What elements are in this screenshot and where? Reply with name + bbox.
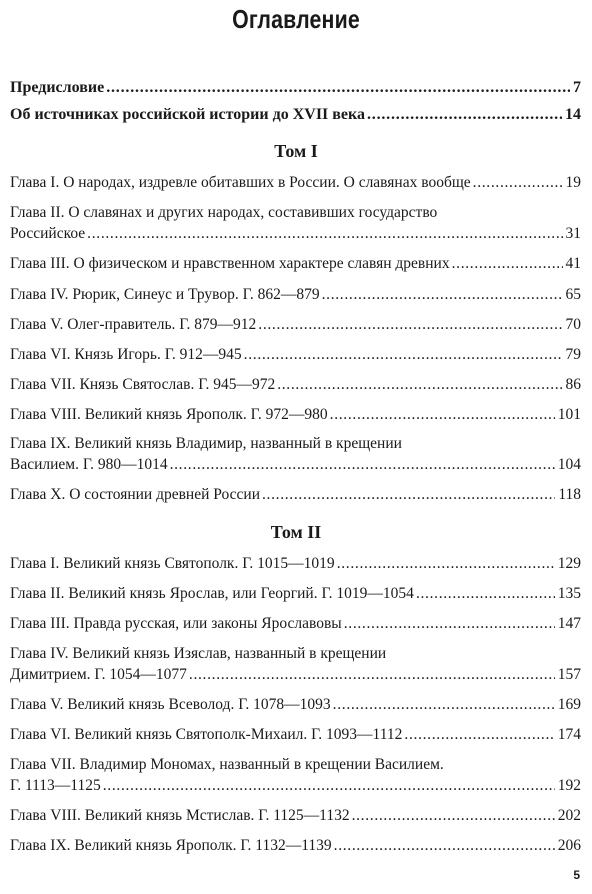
- leader-dots: [170, 454, 555, 475]
- entry-page: 174: [557, 726, 581, 743]
- leader-dots: [473, 172, 563, 193]
- toc-entry: [10, 202, 581, 244]
- leader-dots: [452, 253, 563, 274]
- volume-heading: Том II: [270, 522, 322, 542]
- toc-entry-sources: [10, 104, 581, 125]
- entry-page: 14: [565, 106, 581, 123]
- leader-dots: [277, 374, 562, 395]
- entry-page: 169: [557, 696, 581, 713]
- entry-page: 7: [573, 79, 581, 96]
- entry-page: 157: [557, 666, 581, 683]
- toc-entry: [10, 172, 581, 193]
- toc-entry: [10, 613, 581, 634]
- toc-entry: [10, 404, 581, 425]
- toc-entry: [10, 433, 581, 475]
- entry-page: 135: [557, 585, 581, 602]
- entry-title: Глава VIII. Великий князь Мстислав. Г. 1125—1132: [10, 807, 350, 824]
- toc-entry: [10, 484, 581, 505]
- entry-title: Глава VIII. Великий князь Ярополк. Г. 972—980: [10, 406, 328, 423]
- page-title: Оглавление: [232, 4, 360, 34]
- entry-page: 41: [565, 255, 581, 272]
- entry-page: 101: [557, 406, 581, 423]
- toc-entry: [10, 805, 581, 826]
- entry-page: 147: [557, 615, 581, 632]
- leader-dots: [333, 694, 555, 715]
- entry-page: 70: [565, 316, 581, 333]
- entry-title: Глава V. Олег-правитель. Г. 879—912: [10, 316, 257, 333]
- entry-page: 129: [557, 555, 581, 572]
- entry-title-line1: Глава IV. Великий князь Изяслав, названный в крещении: [10, 645, 387, 662]
- entry-page: 31: [565, 225, 581, 242]
- leader-dots: [404, 724, 554, 745]
- entry-page: 206: [557, 837, 581, 854]
- volume-heading: Том I: [274, 141, 318, 161]
- leader-dots: [334, 835, 555, 856]
- leader-dots: [87, 223, 562, 244]
- entry-page: 65: [565, 286, 581, 303]
- toc-entry: [10, 314, 581, 335]
- entry-title: Глава IX. Великий князь Ярополк. Г. 1132—1139: [10, 837, 332, 854]
- entry-title-line1: Глава IX. Великий князь Владимир, названный в крещении: [10, 435, 402, 452]
- entry-title: Василием. Г. 980—1014: [10, 456, 168, 473]
- toc-entry: [10, 724, 581, 745]
- entry-page: 86: [565, 376, 581, 393]
- leader-dots: [330, 404, 555, 425]
- leader-dots: [258, 314, 562, 335]
- entry-page: 118: [558, 486, 581, 503]
- entry-title: Глава II. Великий князь Ярослав, или Георгий. Г. 1019—1054: [10, 585, 414, 602]
- toc-entry: [10, 553, 581, 574]
- page-number: 5: [573, 868, 580, 882]
- entry-title: Глава X. О состоянии древней России: [10, 486, 260, 503]
- entry-page: 192: [557, 777, 581, 794]
- leader-dots: [244, 344, 563, 365]
- entry-title: Глава VI. Князь Игорь. Г. 912—945: [10, 346, 242, 363]
- leader-dots: [352, 805, 555, 826]
- entry-title: Российское: [10, 225, 86, 242]
- leader-dots: [416, 583, 555, 604]
- entry-page: 202: [557, 807, 581, 824]
- entry-title-line1: Глава VII. Владимир Мономах, названный в крещении Василием.: [10, 756, 444, 773]
- leader-dots: [322, 284, 563, 305]
- entry-page: 19: [565, 174, 581, 191]
- entry-title-line1: Глава II. О славянах и других народах, составивших государство: [10, 204, 438, 221]
- entry-title: Г. 1113—1125: [10, 777, 101, 794]
- entry-title: Глава VII. Князь Святослав. Г. 945—972: [10, 376, 276, 393]
- toc-entry: [10, 754, 581, 796]
- toc-entry: [10, 284, 581, 305]
- toc-entry: [10, 835, 581, 856]
- entry-title: Глава V. Великий князь Всеволод. Г. 1078—1093: [10, 696, 331, 713]
- leader-dots: [344, 613, 555, 634]
- leader-dots: [106, 77, 570, 98]
- leader-dots: [337, 553, 555, 574]
- toc-entry: [10, 344, 581, 365]
- leader-dots: [103, 775, 555, 796]
- entry-title: Димитрием. Г. 1054—1077: [10, 666, 187, 683]
- toc-entry-preface: [10, 77, 581, 98]
- entry-title: Об источниках российской истории до XVII века: [10, 106, 365, 123]
- entry-title: Глава I. О народах, издревле обитавших в России. О славянах вообще: [10, 174, 471, 191]
- entry-page: 79: [565, 346, 581, 363]
- toc-entry: [10, 694, 581, 715]
- toc-entry: [10, 374, 581, 395]
- leader-dots: [262, 484, 555, 505]
- entry-title: Глава III. О физическом и нравственном характере славян древних: [10, 255, 450, 272]
- toc-entry: [10, 583, 581, 604]
- leader-dots: [367, 104, 562, 125]
- entry-page: 104: [557, 456, 581, 473]
- leader-dots: [189, 664, 555, 685]
- entry-title: Глава I. Великий князь Святополк. Г. 1015—1019: [10, 555, 335, 572]
- toc-entry: [10, 253, 581, 274]
- entry-title: Глава VI. Великий князь Святополк-Михаил. Г. 1093—1112: [10, 726, 403, 743]
- entry-title: Глава III. Правда русская, или законы Ярославовы: [10, 615, 342, 632]
- toc-entry: [10, 643, 581, 685]
- entry-title: Глава IV. Рюрик, Синеус и Трувор. Г. 862—879: [10, 286, 320, 303]
- entry-title: Предисловие: [10, 79, 105, 96]
